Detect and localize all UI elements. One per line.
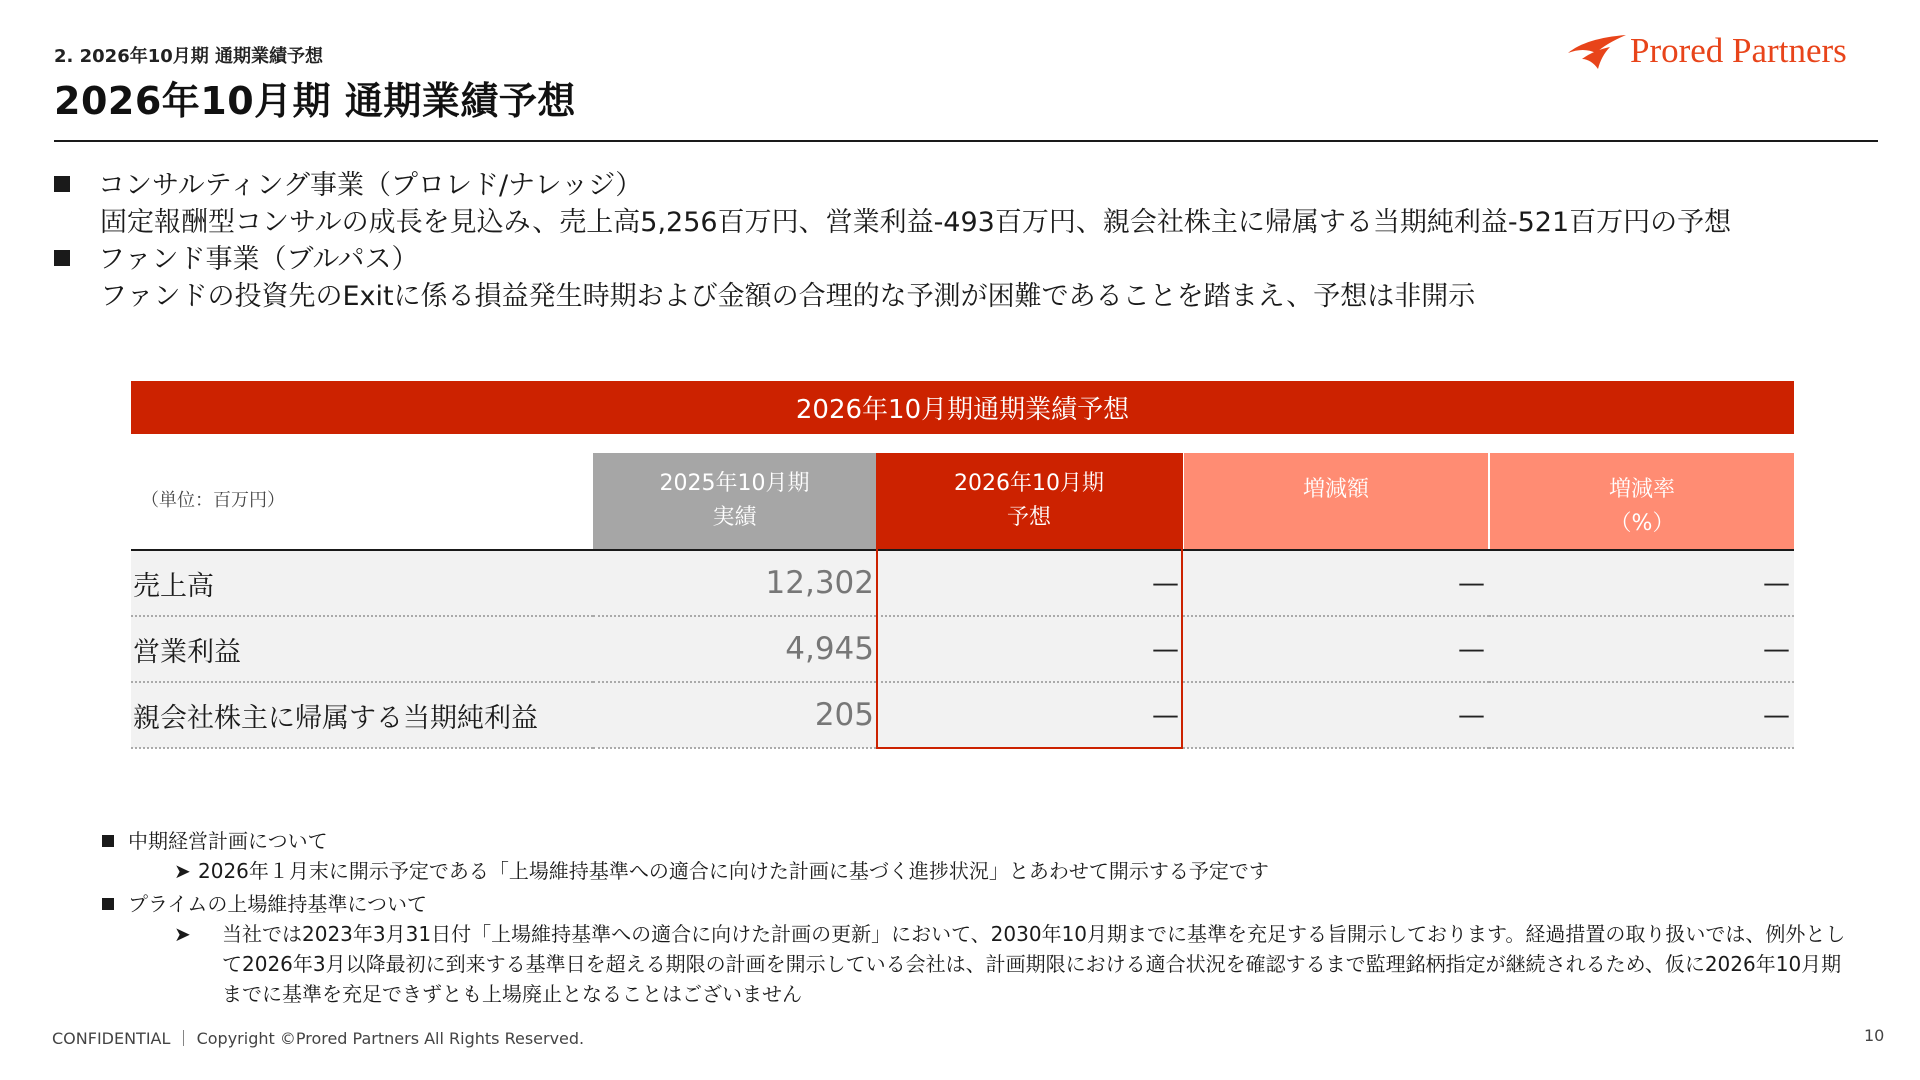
column-header-change: 増減額 xyxy=(1183,453,1489,550)
bullet-body: 固定報酬型コンサルの成長を見込み、売上高5,256百万円、営業利益-493百万円、親会社株主に帰属する当期純利益-521百万円の予想 xyxy=(100,207,1732,238)
arrow-bullet-icon: ➤ xyxy=(174,859,191,883)
bullet-heading: コンサルティング事業（プロレド/ナレッジ） xyxy=(98,170,643,201)
table-row xyxy=(131,682,1794,748)
rate-value: — xyxy=(1489,682,1794,748)
bullet-square-icon xyxy=(102,898,114,910)
page-title: 2026年10月期 通期業績予想 xyxy=(54,79,576,123)
change-value: — xyxy=(1183,682,1489,748)
table-header-row xyxy=(131,453,1794,550)
rate-value: — xyxy=(1489,616,1794,682)
note-heading-midterm: 中期経営計画について xyxy=(102,826,328,856)
bullet-square-icon xyxy=(102,835,114,847)
logo-mark-icon xyxy=(1566,31,1628,71)
rate-value: — xyxy=(1489,550,1794,616)
title-divider xyxy=(54,140,1878,142)
note-heading-prime: プライムの上場維持基準について xyxy=(102,889,427,919)
forecast-value: — xyxy=(876,682,1183,748)
actual-value: 4,945 xyxy=(593,616,876,682)
bullet-body: ファンドの投資先のExitに係る損益発生時期および金額の合理的な予測が困難であることを踏まえ、予想は非開示 xyxy=(100,281,1476,312)
column-header-actual: 2025年10月期 実績 xyxy=(593,453,876,550)
arrow-bullet-icon: ➤ xyxy=(174,922,191,946)
forecast-value: — xyxy=(876,550,1183,616)
table-row xyxy=(131,616,1794,682)
table-row xyxy=(131,550,1794,616)
bullet-heading: ファンド事業（ブルパス） xyxy=(98,244,419,275)
change-value: — xyxy=(1183,616,1489,682)
footer-copyright: CONFIDENTIAL ｜ Copyright ©Prored Partners All Rights Reserved. xyxy=(52,1029,585,1048)
row-label: 売上高 xyxy=(131,550,593,616)
forecast-table xyxy=(131,453,1794,749)
table-banner: 2026年10月期通期業績予想 xyxy=(131,381,1794,434)
note-item: ➤ 当社では2023年3月31日付「上場維持基準への適合に向けた計画の更新」において、2030年10月期までに基準を充足する旨開示しております。経過措置の取り扱いでは、例外として2026年3月以降最初に到来する基準日を超える期限の計画を開示している会社は、計画期限における適合状況を確認するまで監理銘柄指定が継続されるため、仮に2026年10月期までに基準を充足できずとも上場廃止となることはございません xyxy=(174,919,1854,1009)
change-value: — xyxy=(1183,550,1489,616)
unit-label: （単位：百万円） xyxy=(131,453,593,550)
bullet-fund xyxy=(54,241,1475,315)
row-label: 営業利益 xyxy=(131,616,593,682)
bullet-consulting xyxy=(54,167,1731,241)
page-number: 10 xyxy=(1864,1026,1885,1045)
row-label: 親会社株主に帰属する当期純利益 xyxy=(131,682,593,748)
logo-text: Prored Partners xyxy=(1630,31,1847,70)
bullet-square-icon xyxy=(54,250,70,266)
forecast-value: — xyxy=(876,616,1183,682)
column-header-rate: 増減率 （%） xyxy=(1489,453,1794,550)
section-label: 2. 2026年10月期 通期業績予想 xyxy=(54,46,324,67)
note-item: ➤ 2026年１月末に開示予定である「上場維持基準への適合に向けた計画に基づく進捗状況」とあわせて開示する予定です xyxy=(174,856,1854,886)
column-header-forecast: 2026年10月期 予想 xyxy=(876,453,1183,550)
actual-value: 12,302 xyxy=(593,550,876,616)
actual-value: 205 xyxy=(593,682,876,748)
company-logo xyxy=(1566,30,1896,72)
bullet-square-icon xyxy=(54,176,70,192)
